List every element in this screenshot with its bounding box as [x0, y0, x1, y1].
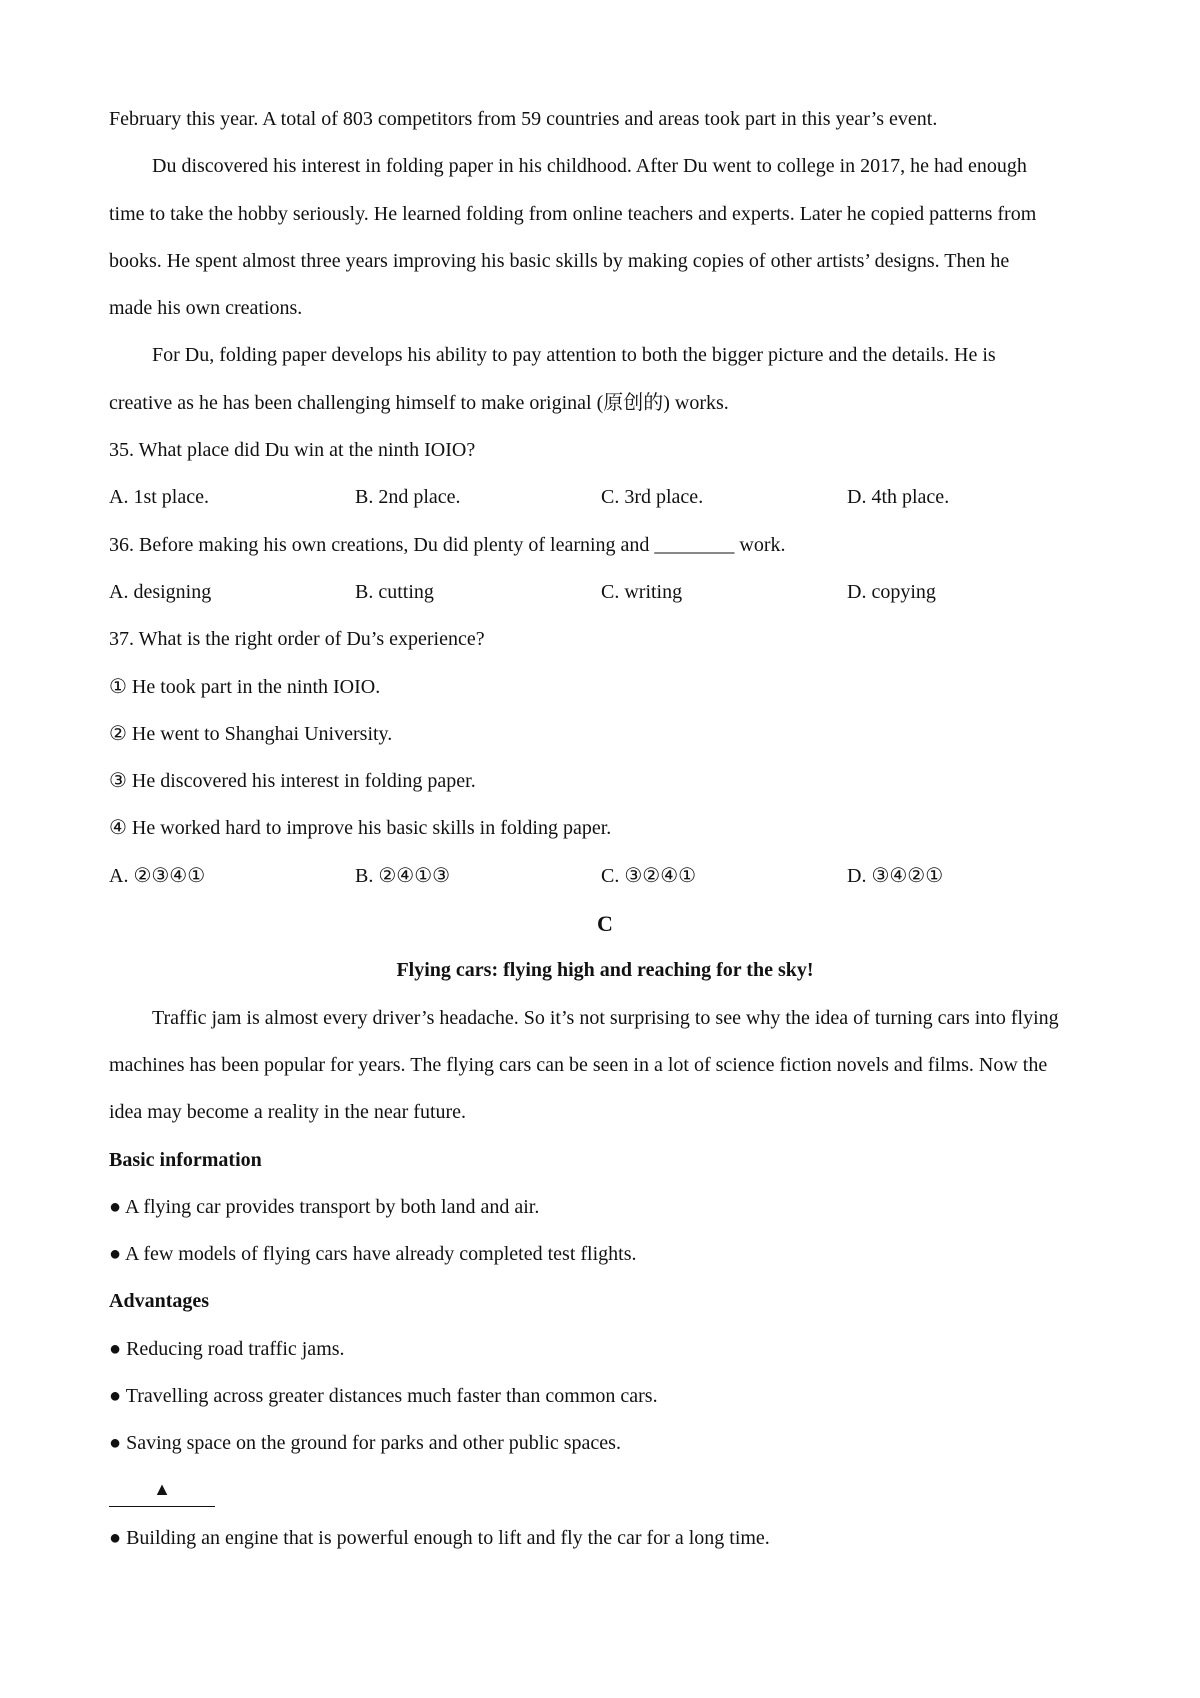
question-36-options — [109, 569, 1101, 616]
paragraph-line: creative as he has been challenging himself to make original (原创的) works. — [109, 391, 729, 414]
option-b: B. cutting — [355, 580, 434, 603]
heading-blank — [109, 1468, 1101, 1515]
paragraph-line: For Du, folding paper develops his ability to pay attention to both the bigger picture and the details. He is — [152, 344, 996, 367]
question-37-options — [109, 853, 1101, 900]
option-a: A. designing — [109, 580, 212, 603]
option-c: C. ③②④① — [601, 864, 697, 887]
question-35-stem: 35. What place did Du win at the ninth IOIO? — [109, 439, 476, 462]
bullet-item: ● Saving space on the ground for parks and other public spaces. — [109, 1432, 621, 1455]
question-36-stem: 36. Before making his own creations, Du did plenty of learning and ________ work. — [109, 533, 786, 556]
paragraph-line: idea may become a reality in the near future. — [109, 1101, 467, 1124]
option-d: D. copying — [847, 580, 936, 603]
section-heading-basic: Basic information — [109, 1148, 262, 1171]
option-d: D. ③④②① — [847, 864, 944, 887]
bullet-item: ● Travelling across greater distances much faster than common cars. — [109, 1385, 658, 1408]
option-a: A. ②③④① — [109, 864, 206, 887]
triangle-marker: ▲ — [109, 1476, 215, 1507]
bullet-item: ● A flying car provides transport by both land and air. — [109, 1195, 540, 1218]
section-letter: C — [597, 911, 613, 937]
question-37-item: ④ He worked hard to improve his basic skills in folding paper. — [109, 817, 612, 840]
document-page — [109, 96, 1101, 1562]
section-heading-advantages: Advantages — [109, 1290, 210, 1313]
option-b: B. ②④①③ — [355, 864, 451, 887]
option-c: C. 3rd place. — [601, 486, 704, 509]
option-b: B. 2nd place. — [355, 486, 461, 509]
option-c: C. writing — [601, 580, 683, 603]
question-37-item: ② He went to Shanghai University. — [109, 722, 393, 745]
bullet-item: ● A few models of flying cars have already completed test flights. — [109, 1243, 637, 1266]
bullet-item: ● Reducing road traffic jams. — [109, 1337, 345, 1360]
paragraph-line: February this year. A total of 803 competitors from 59 countries and areas took part in this year’s event. — [109, 108, 938, 130]
bullet-item: ● Building an engine that is powerful enough to lift and fly the car for a long time. — [109, 1526, 770, 1549]
question-37-stem: 37. What is the right order of Du’s experience? — [109, 628, 485, 651]
question-37-item: ③ He discovered his interest in folding paper. — [109, 770, 476, 793]
option-d: D. 4th place. — [847, 486, 950, 509]
paragraph-line: machines has been popular for years. The flying cars can be seen in a lot of science fiction novels and films. Now the — [109, 1053, 1048, 1076]
paragraph-line: Du discovered his interest in folding paper in his childhood. After Du went to college in 2017, he had enough — [152, 155, 1027, 178]
question-35-options — [109, 474, 1101, 521]
question-37-item: ① He took part in the ninth IOIO. — [109, 675, 381, 698]
paragraph-line: books. He spent almost three years improving his basic skills by making copies of other artists’ designs. Then he — [109, 249, 1010, 272]
paragraph-line: made his own creations. — [109, 297, 303, 320]
paragraph-line: time to take the hobby seriously. He learned folding from online teachers and experts. Later he copied patterns from — [109, 202, 1037, 225]
passage-title: Flying cars: flying high and reaching for the sky! — [396, 959, 814, 982]
paragraph-line: Traffic jam is almost every driver’s headache. So it’s not surprising to see why the idea of turning cars into flying — [152, 1006, 1059, 1029]
option-a: A. 1st place. — [109, 486, 209, 509]
